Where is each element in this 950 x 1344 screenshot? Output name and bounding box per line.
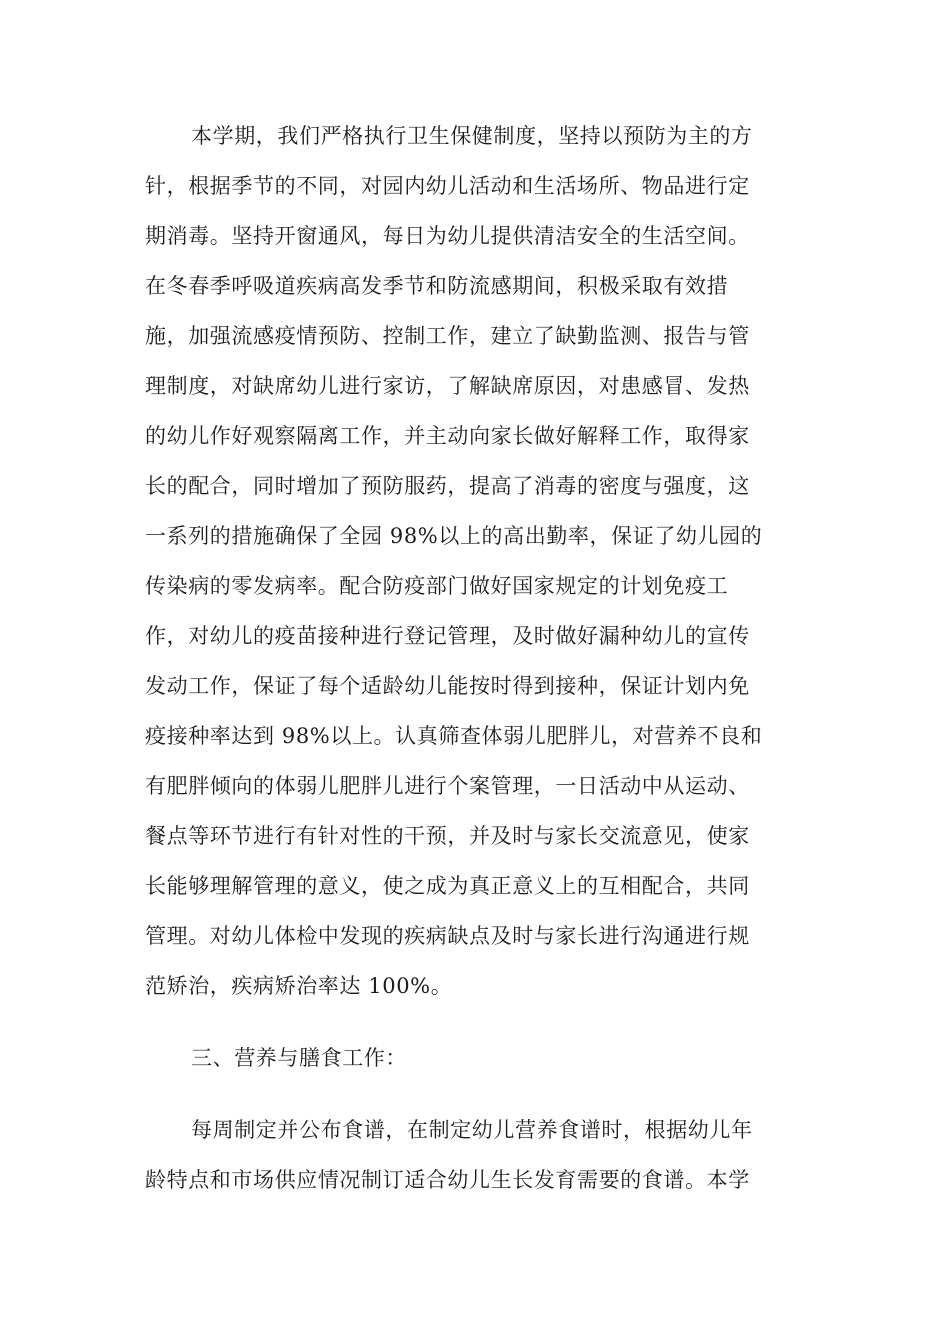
paragraph-3-line-2: 龄特点和市场供应情况制订适合幼儿生长发育需要的食谱。本学 xyxy=(145,1168,750,1192)
paragraph-1-line-17: 管理。对幼儿体检中发现的疾病缺点及时与家长进行沟通进行规 xyxy=(145,924,750,948)
paragraph-1-line-16: 长能够理解管理的意义，使之成为真正意义上的互相配合，共同 xyxy=(145,874,750,898)
paragraph-1-line-5: 施，加强流感疫情预防、控制工作，建立了缺勤监测、报告与管 xyxy=(145,324,750,348)
paragraph-1-line-8: 长的配合，同时增加了预防服药，提高了消毒的密度与强度，这 xyxy=(145,474,750,498)
paragraph-1-line-2: 针，根据季节的不同，对园内幼儿活动和生活场所、物品进行定 xyxy=(145,174,750,198)
paragraph-1-line-1: 本学期，我们严格执行卫生保健制度，坚持以预防为主的方 xyxy=(191,124,753,148)
paragraph-1-line-4: 在冬春季呼吸道疾病高发季节和防流感期间，积极采取有效措 xyxy=(145,274,729,298)
paragraph-1-line-14: 有肥胖倾向的体弱儿肥胖儿进行个案管理，一日活动中从运动、 xyxy=(145,774,750,798)
paragraph-1-line-3: 期消毒。坚持开窗通风，每日为幼儿提供清洁安全的生活空间。 xyxy=(145,224,750,248)
paragraph-1-line-7: 的幼儿作好观察隔离工作，并主动向家长做好解释工作，取得家 xyxy=(145,424,750,448)
section-heading: 三、营养与膳食工作： xyxy=(191,1046,407,1070)
paragraph-3-line-1: 每周制定并公布食谱，在制定幼儿营养食谱时，根据幼儿年 xyxy=(191,1118,753,1142)
paragraph-1-line-6: 理制度，对缺席幼儿进行家访，了解缺席原因，对患感冒、发热 xyxy=(145,374,750,398)
paragraph-1-line-10: 传染病的零发病率。配合防疫部门做好国家规定的计划免疫工 xyxy=(145,574,729,598)
paragraph-1-line-13: 疫接种率达到 98%以上。认真筛查体弱儿肥胖儿，对营养不良和 xyxy=(145,724,763,748)
paragraph-1-line-12: 发动工作，保证了每个适龄幼儿能按时得到接种，保证计划内免 xyxy=(145,674,750,698)
paragraph-1-line-9: 一系列的措施确保了全园 98%以上的高出勤率，保证了幼儿园的 xyxy=(145,524,763,548)
paragraph-1-line-15: 餐点等环节进行有针对性的干预，并及时与家长交流意见，使家 xyxy=(145,824,750,848)
paragraph-1-line-18: 范矫治，疾病矫治率达 100%。 xyxy=(145,974,453,998)
paragraph-1-line-11: 作，对幼儿的疫苗接种进行登记管理，及时做好漏种幼儿的宣传 xyxy=(145,624,750,648)
